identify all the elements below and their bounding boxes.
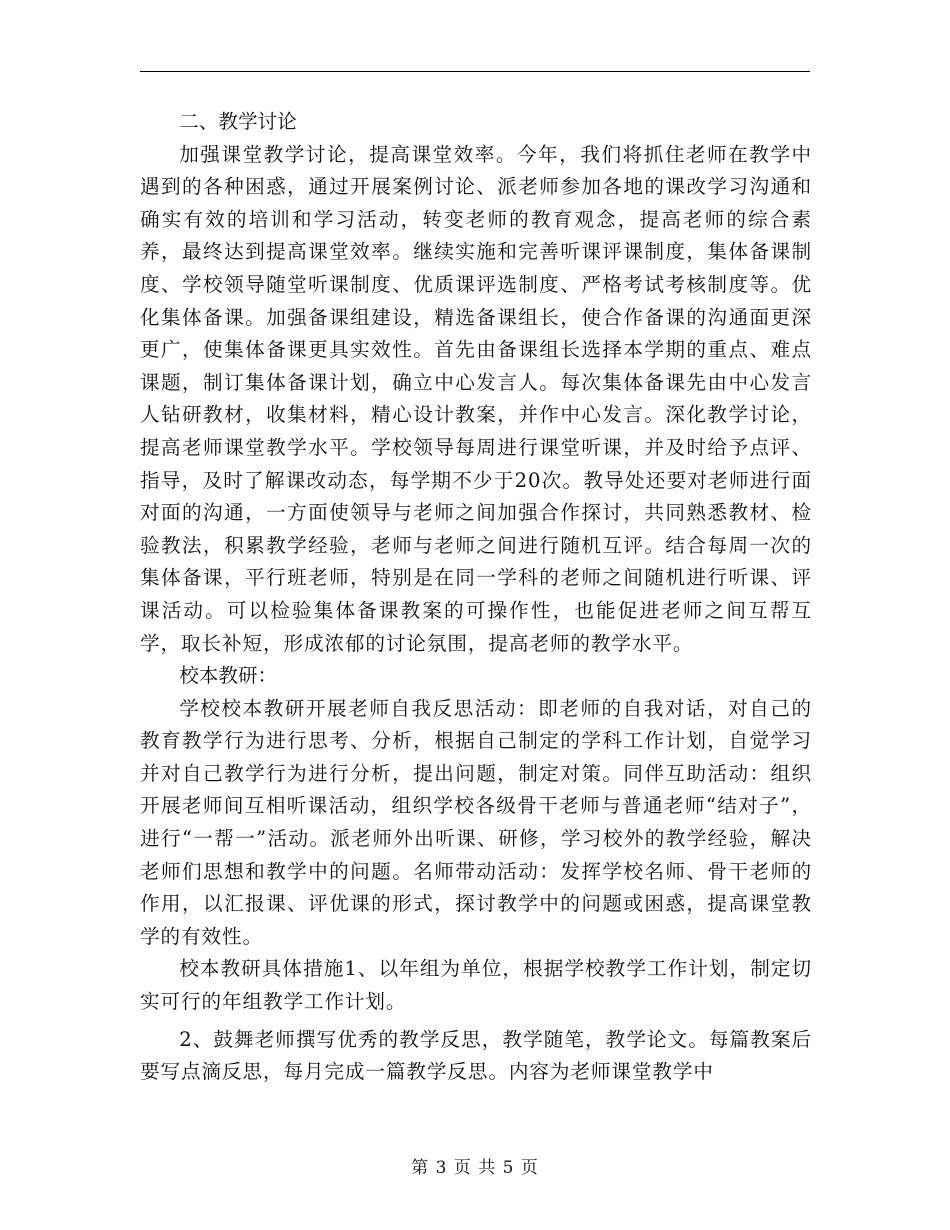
paragraph-school-research: 学校校本教研开展老师自我反思活动：即老师的自我对话，对自己的教育教学行为进行思考、分析，根据自己制定的学科工作计划，自觉学习并对自己教学行为进行分析，提出问题，制定对策。同伴互助活动：组织开展老师间互相听课活动，组织学校各级骨干老师与普通老师“结对子”，进行“一帮一”活动。派老师外出听课、研修，学习校外的教学经验，解决老师们思想和教学中的问题。名师带动活动：发挥学校名师、骨干老师的作用，以汇报课、评优课的形式，探讨教学中的问题或困惑，提高课堂教学的有效性。 bbox=[140, 696, 812, 948]
header-rule bbox=[140, 71, 810, 72]
paragraph-teaching-discussion: 加强课堂教学讨论，提高课堂效率。今年，我们将抓住老师在教学中遇到的各种困惑，通过开展案例讨论、派老师参加各地的课改学习沟通和确实有效的培训和学习活动，转变老师的教育观念，提高老师的综合素养，最终达到提高课堂效率。继续实施和完善听课评课制度，集体备课制度、学校领导随堂听课制度、优质课评选制度、严格考试考核制度等。优化集体备课。加强备课组建设，精选备课组长，使合作备课的沟通面更深更广，使集体备课更具实效性。首先由备课组长选择本学期的重点、难点课题，制订集体备课计划，确立中心发言人。每次集体备课先由中心发言人钻研教材，收集材料，精心设计教案，并作中心发言。深化教学讨论，提高老师课堂教学水平。学校领导每周进行课堂听课，并及时给予点评、指导，及时了解课改动态，每学期不少于20次。教导处还要对老师进行面对面的沟通，一方面使领导与老师之间加强合作探讨，共同熟悉教材、检验教法，积累教学经验，老师与老师之间进行随机互评。结合每周一次的集体备课，平行班老师，特别是在同一学科的老师之间随机进行听课、评课活动。可以检验集体备课教案的可操作性，也能促进老师之间互帮互学，取长补短，形成浓郁的讨论氛围，提高老师的教学水平。 bbox=[140, 142, 812, 655]
document-body bbox=[140, 106, 812, 1089]
paragraph-measure-2: 2、鼓舞老师撰写优秀的教学反思，教学随笔，教学论文。每篇教案后要写点滴反思，每月完成一篇教学反思。内容为老师课堂教学中 bbox=[140, 1027, 812, 1084]
subheading-school-research: 校本教研： bbox=[179, 664, 278, 688]
section-heading: 二、教学讨论 bbox=[179, 110, 297, 133]
page-number: 第 3 页 共 5 页 bbox=[411, 1158, 539, 1178]
paragraph-measure-1: 校本教研具体措施1、以年组为单位，根据学校教学工作计划，制定切实可行的年组教学工作计划。 bbox=[140, 957, 812, 1014]
